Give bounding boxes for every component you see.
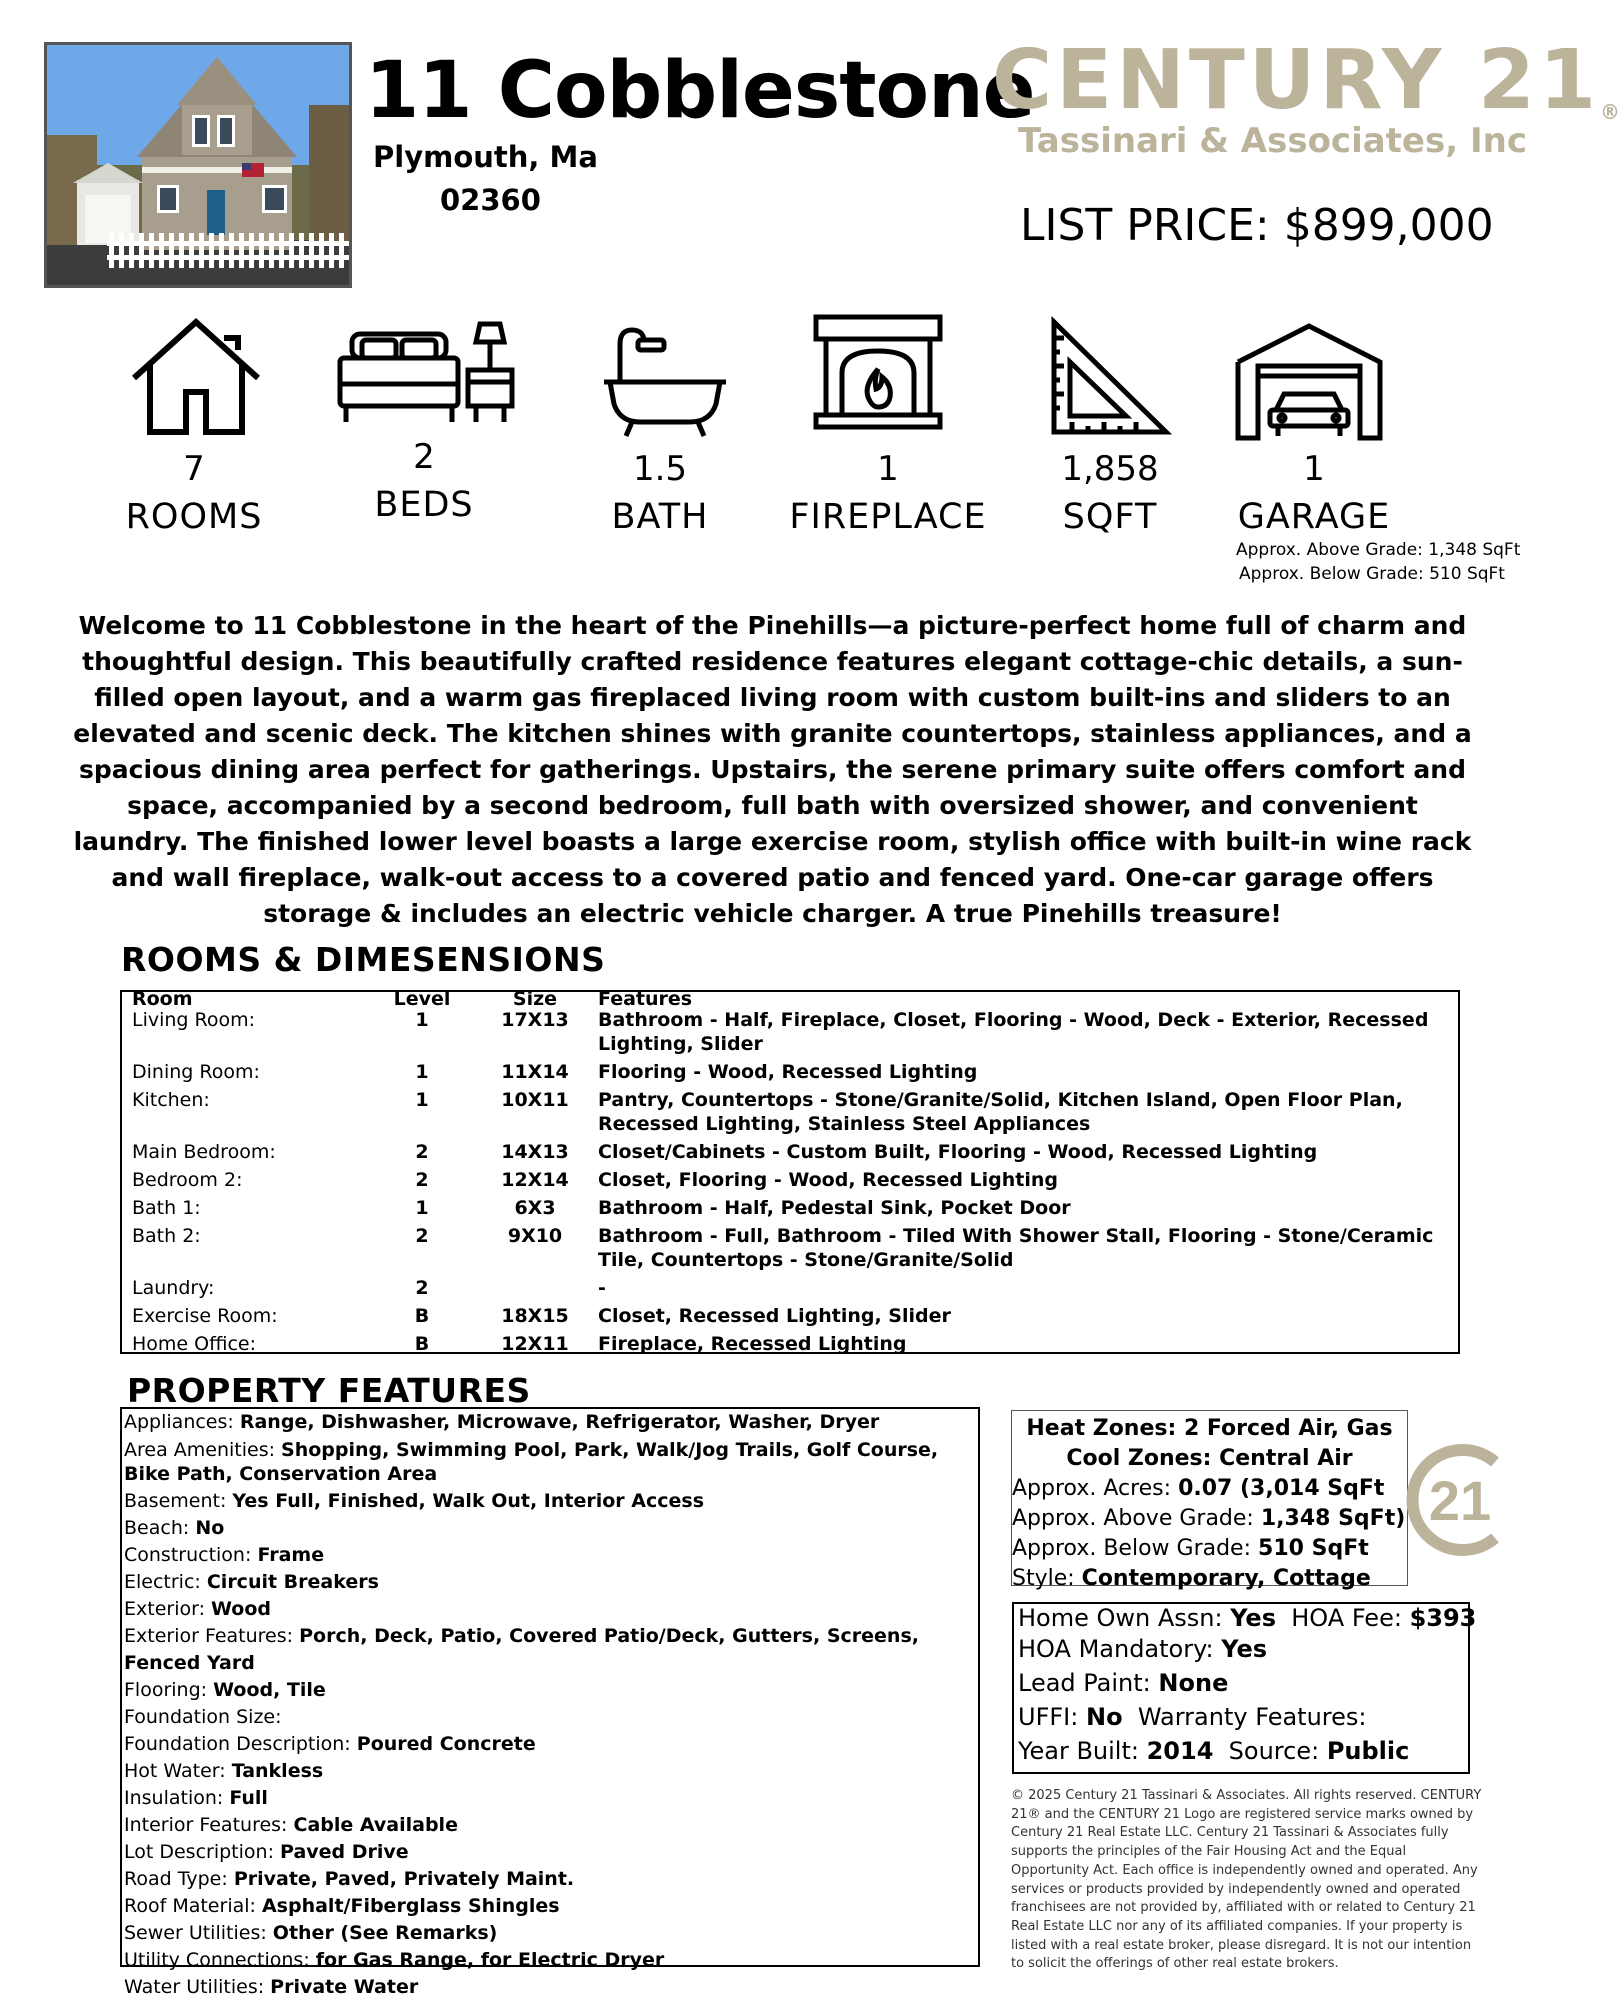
feature-label: Foundation Size: xyxy=(124,1706,282,1728)
room-name: Home Office: xyxy=(132,1333,257,1355)
col-header-features: Features xyxy=(598,988,693,1010)
feature-value: Tankless xyxy=(231,1760,324,1782)
room-size: 9X10 xyxy=(507,1225,563,1247)
room-size: 6X3 xyxy=(514,1197,556,1219)
room-name: Bath 2: xyxy=(132,1225,201,1247)
feature-value: Range, Dishwasher, Microwave, Refrigerator, Washer, Dryer xyxy=(239,1411,880,1433)
features-section-title: PROPERTY FEATURES xyxy=(127,1371,531,1410)
year-built-row xyxy=(1014,1734,1468,1768)
property-photo xyxy=(44,42,352,288)
set-square-icon xyxy=(1048,318,1172,438)
room-features: Fireplace, Recessed Lighting xyxy=(598,1333,907,1355)
property-address: 11 Cobblestone xyxy=(365,46,1035,136)
list-item xyxy=(122,1785,978,1812)
col-header-room: Room xyxy=(132,988,193,1010)
room-level: 1 xyxy=(415,1061,429,1083)
warranty-label: Warranty Features: xyxy=(1137,1703,1367,1731)
feature-label: Exterior Features: xyxy=(124,1625,294,1647)
list-item xyxy=(122,1569,978,1596)
uffi-label: UFFI: xyxy=(1018,1703,1079,1731)
feature-value: Porch, Deck, Patio, Covered Patio/Deck, Gutters, Screens, Fenced Yard xyxy=(124,1625,919,1674)
room-level: B xyxy=(414,1333,430,1355)
room-level: 1 xyxy=(415,1197,429,1219)
feature-label: Flooring: xyxy=(124,1679,208,1701)
list-item xyxy=(122,1947,978,1974)
hoa-fee-value: $393 xyxy=(1409,1604,1477,1632)
approx-acres xyxy=(1012,1474,1407,1504)
table-row xyxy=(122,1302,1458,1330)
room-level: B xyxy=(414,1305,430,1327)
grade-note-below: Approx. Below Grade: 510 SqFt xyxy=(1239,564,1505,584)
house-icon xyxy=(128,318,264,436)
fireplace-icon xyxy=(812,313,944,431)
rooms-table-header xyxy=(122,992,1458,1006)
room-size: 18X15 xyxy=(501,1305,569,1327)
room-size: 12X11 xyxy=(501,1333,569,1355)
feature-label: Construction: xyxy=(124,1544,252,1566)
approx-below-grade xyxy=(1012,1534,1407,1564)
room-features: - xyxy=(598,1277,606,1299)
room-level: 2 xyxy=(415,1141,429,1163)
table-row xyxy=(122,1330,1458,1358)
list-item xyxy=(122,1515,978,1542)
stat-beds-value: 2 xyxy=(413,437,435,477)
feature-value: Asphalt/Fiberglass Shingles xyxy=(261,1895,560,1917)
hoa-assn-row xyxy=(1014,1604,1477,1632)
table-row xyxy=(122,1194,1458,1222)
feature-value: Yes Full, Finished, Walk Out, Interior Access xyxy=(232,1490,705,1512)
feature-value: Paved Drive xyxy=(280,1841,409,1863)
feature-label: Basement: xyxy=(124,1490,227,1512)
hoa-assn-value: Yes xyxy=(1230,1604,1276,1632)
brand-office: Tassinari & Associates, Inc xyxy=(1018,121,1527,161)
below-grade-value: 510 SqFt xyxy=(1258,1536,1369,1561)
feature-label: Lot Description: xyxy=(124,1841,274,1863)
room-features: Bathroom - Half, Fireplace, Closet, Flooring - Wood, Deck - Exterior, Recessed Lighting, Slider xyxy=(598,1009,1429,1055)
list-item xyxy=(122,1596,978,1623)
feature-label: Insulation: xyxy=(124,1787,224,1809)
source-label: Source: xyxy=(1228,1737,1320,1765)
stat-rooms-value: 7 xyxy=(183,449,205,489)
year-built-label: Year Built: xyxy=(1018,1737,1139,1765)
feature-label: Water Utilities: xyxy=(124,1976,265,1998)
c21-seal-text: 21 xyxy=(1428,1469,1492,1532)
stat-garage-value: 1 xyxy=(1303,449,1325,489)
feature-value: Private Water xyxy=(270,1976,419,1998)
stat-beds-label: BEDS xyxy=(374,485,474,525)
stat-sqft-value: 1,858 xyxy=(1061,449,1159,489)
property-city-state: Plymouth, Ma xyxy=(373,140,598,174)
cool-zones: Cool Zones: Central Air xyxy=(1066,1446,1353,1471)
feature-value: Private, Paved, Privately Maint. xyxy=(233,1868,575,1890)
feature-label: Road Type: xyxy=(124,1868,228,1890)
feature-label: Foundation Description: xyxy=(124,1733,351,1755)
room-level: 1 xyxy=(415,1009,429,1031)
property-zip: 02360 xyxy=(440,183,541,217)
stat-bath-value: 1.5 xyxy=(632,449,688,489)
list-item xyxy=(122,1731,978,1758)
grade-note-above: Approx. Above Grade: 1,348 SqFt xyxy=(1236,540,1521,560)
features-list xyxy=(120,1407,980,1998)
table-row xyxy=(122,1166,1458,1194)
room-features: Closet, Flooring - Wood, Recessed Lighting xyxy=(598,1169,1059,1191)
list-item xyxy=(122,1758,978,1785)
feature-label: Electric: xyxy=(124,1571,201,1593)
feature-value: Wood, Tile xyxy=(213,1679,326,1701)
feature-value: Wood xyxy=(211,1598,272,1620)
rooms-table xyxy=(120,990,1460,1354)
approx-above-grade xyxy=(1012,1504,1407,1534)
table-row xyxy=(122,1086,1458,1138)
hoa-info-box xyxy=(1012,1602,1477,1774)
room-name: Bath 1: xyxy=(132,1197,201,1219)
room-level: 2 xyxy=(415,1277,429,1299)
feature-label: Area Amenities: xyxy=(124,1439,275,1461)
room-name: Bedroom 2: xyxy=(132,1169,243,1191)
room-level: 2 xyxy=(415,1169,429,1191)
list-item xyxy=(122,1893,978,1920)
zones-info-box xyxy=(1011,1410,1408,1591)
room-name: Exercise Room: xyxy=(132,1305,278,1327)
table-row xyxy=(122,1222,1458,1274)
feature-value: Poured Concrete xyxy=(356,1733,536,1755)
table-row xyxy=(122,1006,1458,1058)
list-item xyxy=(122,1920,978,1947)
style-value: Contemporary, Cottage xyxy=(1081,1566,1371,1591)
list-item xyxy=(122,1974,978,2001)
hoa-mandatory-label: HOA Mandatory: xyxy=(1018,1635,1214,1663)
feature-value: Frame xyxy=(257,1544,325,1566)
list-price: LIST PRICE: $899,000 xyxy=(1020,200,1494,251)
hoa-mandatory-value: Yes xyxy=(1221,1635,1268,1663)
lead-paint-value: None xyxy=(1158,1669,1229,1697)
feature-label: Roof Material: xyxy=(124,1895,256,1917)
list-item xyxy=(122,1623,978,1677)
table-row xyxy=(122,1138,1458,1166)
source-value: Public xyxy=(1326,1737,1410,1765)
style xyxy=(1012,1564,1407,1594)
list-item xyxy=(122,1436,978,1488)
list-item xyxy=(122,1812,978,1839)
stat-bath-label: BATH xyxy=(611,497,709,537)
room-features: Closet/Cabinets - Custom Built, Flooring - Wood, Recessed Lighting xyxy=(598,1141,1318,1163)
feature-value: No xyxy=(195,1517,225,1539)
list-item xyxy=(122,1488,978,1515)
table-row xyxy=(122,1058,1458,1086)
list-item xyxy=(122,1677,978,1704)
uffi-value: No xyxy=(1085,1703,1123,1731)
feature-value: Shopping, Swimming Pool, Park, Walk/Jog Trails, Golf Course, Bike Path, Conservation Area xyxy=(124,1439,939,1485)
approx-acres-label: Approx. Acres: xyxy=(1012,1476,1172,1501)
room-name: Main Bedroom: xyxy=(132,1141,276,1163)
feature-label: Sewer Utilities: xyxy=(124,1922,267,1944)
room-features: Bathroom - Full, Bathroom - Tiled With Shower Stall, Flooring - Stone/Ceramic Tile, Countertops - Stone/Granite/Solid xyxy=(598,1225,1434,1271)
list-item xyxy=(122,1866,978,1893)
feature-label: Beach: xyxy=(124,1517,190,1539)
room-size: 14X13 xyxy=(501,1141,569,1163)
feature-label: Hot Water: xyxy=(124,1760,226,1782)
hoa-fee-label: HOA Fee: xyxy=(1291,1604,1402,1632)
feature-label: Appliances: xyxy=(124,1411,234,1433)
feature-label: Exterior: xyxy=(124,1598,205,1620)
hoa-mandatory-row xyxy=(1014,1632,1468,1666)
brand-trademark: ® xyxy=(1600,100,1620,124)
room-size: 12X14 xyxy=(501,1169,569,1191)
feature-label: Utility Connections: xyxy=(124,1949,310,1971)
stat-fireplace-value: 1 xyxy=(877,449,899,489)
feature-value: Full xyxy=(229,1787,268,1809)
room-name: Kitchen: xyxy=(132,1089,210,1111)
c21-seal-logo xyxy=(1400,1440,1510,1560)
rooms-section-title: ROOMS & DIMESENSIONS xyxy=(121,940,606,979)
bed-icon xyxy=(336,322,516,430)
room-name: Dining Room: xyxy=(132,1061,260,1083)
brand-logo-text: CENTURY 21 xyxy=(992,33,1601,128)
year-built-value: 2014 xyxy=(1146,1737,1214,1765)
room-size xyxy=(482,1274,588,1302)
room-name: Living Room: xyxy=(132,1009,256,1031)
feature-value: Cable Available xyxy=(293,1814,458,1836)
list-item xyxy=(122,1839,978,1866)
room-level: 2 xyxy=(415,1225,429,1247)
stat-sqft-label: SQFT xyxy=(1062,497,1158,537)
style-label: Style: xyxy=(1012,1566,1075,1591)
legal-disclaimer: © 2025 Century 21 Tassinari & Associates. All rights reserved. CENTURY 21® and the CENTURY 21 Logo are registered service marks owned by Century 21 Real Estate LLC. Century 21 Tassinari & Associates fully supports the principles of the Fair Housing Act and the Equal Opportunity Act. Each office is independently owned and operated. Any services or products provided by independently owned and operated franchisees are not provided by, affiliated with or related to Century 21 Real Estate LLC nor any of its affiliated companies. If your property is listed with a real estate broker, please disregard. It is not our intention to solicit the offerings of other real estate brokers. xyxy=(1011,1788,1482,1972)
room-features: Flooring - Wood, Recessed Lighting xyxy=(598,1061,978,1083)
feature-label: Interior Features: xyxy=(124,1814,288,1836)
col-header-size: Size xyxy=(512,988,558,1010)
room-size: 11X14 xyxy=(501,1061,569,1083)
list-item xyxy=(122,1704,978,1731)
col-header-level: Level xyxy=(393,988,451,1010)
room-size: 10X11 xyxy=(501,1089,569,1111)
feature-value: Circuit Breakers xyxy=(206,1571,379,1593)
bathtub-icon xyxy=(600,322,730,440)
above-grade-value: 1,348 SqFt) xyxy=(1260,1506,1406,1531)
stat-fireplace-label: FIREPLACE xyxy=(789,497,987,537)
property-description: Welcome to 11 Cobblestone in the heart of the Pinehills—a picture-perfect home full of charm and thoughtful design. This beautifully crafted residence features elegant cottage-chic details, a sun-filled open layout, and a warm gas fireplaced living room with custom built-ins and sliders to an elevated and scenic deck. The kitchen shines with granite countertops, stainless appliances, and a spacious dining area perfect for gatherings. Upstairs, the serene primary suite offers comfort and space, accompanied by a second bedroom, full bath with oversized shower, and convenient laundry. The finished lower level boasts a large exercise room, stylish office with built-in wine rack and wall fireplace, walk-out access to a covered patio and fenced yard. One-car garage offers storage & includes an electric vehicle charger. A true Pinehills treasure! xyxy=(73,611,1472,928)
room-features: Pantry, Countertops - Stone/Granite/Solid, Kitchen Island, Open Floor Plan, Recessed Lighting, Stainless Steel Appliances xyxy=(598,1089,1403,1135)
uffi-row xyxy=(1014,1700,1468,1734)
garage-icon xyxy=(1234,322,1384,442)
lead-paint-row xyxy=(1014,1666,1468,1700)
above-grade-label: Approx. Above Grade: xyxy=(1012,1506,1254,1531)
stat-garage-label: GARAGE xyxy=(1237,497,1391,537)
feature-value: Other (See Remarks) xyxy=(272,1922,498,1944)
lead-paint-label: Lead Paint: xyxy=(1018,1669,1151,1697)
room-features: Bathroom - Half, Pedestal Sink, Pocket Door xyxy=(598,1197,1071,1219)
room-level: 1 xyxy=(415,1089,429,1111)
feature-value: for Gas Range, for Electric Dryer xyxy=(315,1949,665,1971)
heat-zones: Heat Zones: 2 Forced Air, Gas xyxy=(1026,1416,1393,1441)
room-features: Closet, Recessed Lighting, Slider xyxy=(598,1305,951,1327)
below-grade-label: Approx. Below Grade: xyxy=(1012,1536,1252,1561)
list-item xyxy=(122,1542,978,1569)
room-name: Laundry: xyxy=(132,1277,215,1299)
hoa-assn-label: Home Own Assn: xyxy=(1018,1604,1223,1632)
table-row xyxy=(122,1274,1458,1302)
list-item xyxy=(122,1409,978,1436)
room-size: 17X13 xyxy=(501,1009,569,1031)
approx-acres-value: 0.07 (3,014 SqFt xyxy=(1178,1476,1385,1501)
stat-rooms-label: ROOMS xyxy=(125,497,263,537)
brand-logo xyxy=(992,33,1620,128)
